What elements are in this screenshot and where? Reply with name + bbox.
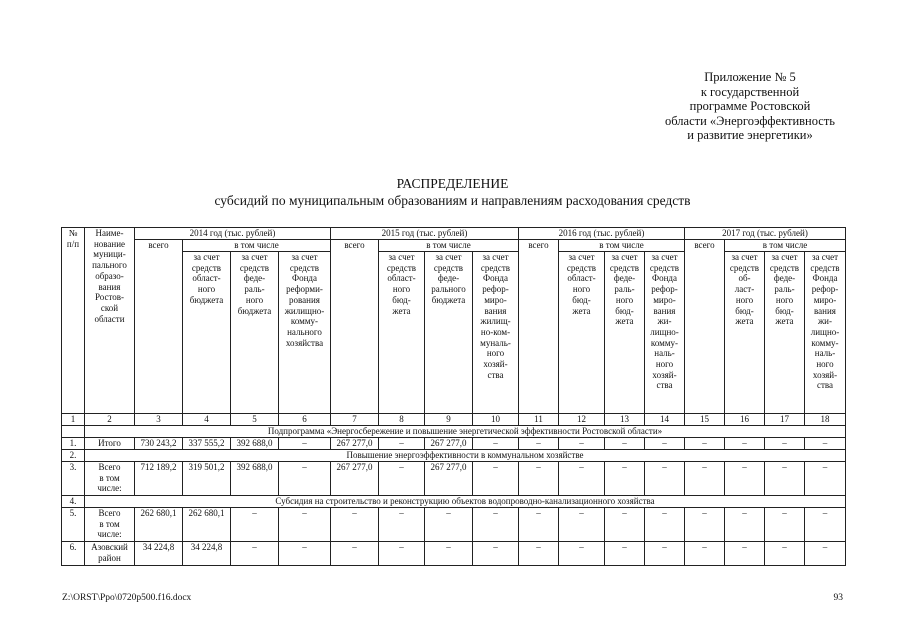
column-number: 8	[379, 414, 425, 426]
cell-value: –	[765, 542, 805, 566]
header-source-federal: за счет средств феде- раль- ного бюд- жета	[605, 252, 645, 414]
column-number: 11	[519, 414, 559, 426]
cell-value: –	[605, 508, 645, 542]
cell-value: –	[473, 438, 519, 450]
header-year-2016: 2016 год (тыс. рублей)	[519, 228, 685, 240]
header-source-federal: за счет средств феде- раль- ного бюд- жета	[765, 252, 805, 414]
header-total: всего	[685, 240, 725, 414]
cell-value: –	[685, 462, 725, 496]
header-source-fund: за счет средств Фонда рефор- миро- вания жи- лищно- комму- наль- ного хозяй- ства	[645, 252, 685, 414]
cell-value: 262 680,1	[135, 508, 183, 542]
row-name: Итого	[85, 438, 135, 450]
footer-file-path: Z:\ORST\Ppo\0720p500.f16.docx	[62, 593, 192, 603]
header-source-fund: за счет средств Фонда реформи- рования жилищно- комму- нального хозяйства	[279, 252, 331, 414]
column-number: 12	[559, 414, 605, 426]
cell-value: –	[519, 542, 559, 566]
section-num: 2.	[62, 450, 85, 462]
section-row	[62, 496, 846, 508]
cell-value: –	[559, 542, 605, 566]
cell-value: –	[765, 438, 805, 450]
row-num: 3.	[62, 462, 85, 496]
header-source-federal: за счет средств феде- рального бюджета	[425, 252, 473, 414]
column-number: 1	[62, 414, 85, 426]
header-source-fund: за счет средств Фонда рефор- миро- вания жилищ- но-ком- муналь- ного хозяй- ства	[473, 252, 519, 414]
cell-value: 267 277,0	[425, 462, 473, 496]
cell-value: –	[379, 508, 425, 542]
cell-value: –	[425, 542, 473, 566]
header-including: в том числе	[559, 240, 685, 252]
cell-value: –	[473, 542, 519, 566]
cell-value: –	[473, 508, 519, 542]
section-title: Повышение энергоэффективности в коммунальном хозяйстве	[85, 450, 846, 462]
cell-value: –	[379, 542, 425, 566]
cell-value: –	[685, 438, 725, 450]
cell-value: 262 680,1	[183, 508, 231, 542]
appendix-line: области «Энергоэффективность	[664, 113, 835, 128]
cell-value: –	[765, 462, 805, 496]
section-num: 4.	[62, 496, 85, 508]
column-number-row	[62, 414, 846, 426]
cell-value: –	[279, 462, 331, 496]
row-name: Всего в том числе:	[85, 508, 135, 542]
cell-value: –	[519, 438, 559, 450]
cell-value: –	[725, 462, 765, 496]
cell-value: –	[379, 462, 425, 496]
header-including: в том числе	[379, 240, 519, 252]
cell-value: 730 243,2	[135, 438, 183, 450]
column-number: 7	[331, 414, 379, 426]
column-number: 18	[805, 414, 846, 426]
column-number: 9	[425, 414, 473, 426]
appendix-line: и развитие энергетики»	[687, 128, 813, 142]
header-row-groups	[62, 240, 846, 252]
header-row-years	[62, 228, 846, 240]
appendix-line: Приложение № 5	[704, 70, 796, 84]
column-number: 3	[135, 414, 183, 426]
cell-value: –	[645, 508, 685, 542]
table-row	[62, 542, 846, 566]
header-source-regional: за счет средств област- ного бюджета	[183, 252, 231, 414]
header-including: в том числе	[183, 240, 331, 252]
cell-value: 34 224,8	[183, 542, 231, 566]
column-number: 14	[645, 414, 685, 426]
cell-value: –	[559, 438, 605, 450]
cell-value: 267 277,0	[425, 438, 473, 450]
document-title: РАСПРЕДЕЛЕНИЕ	[396, 176, 509, 191]
header-total: всего	[519, 240, 559, 414]
cell-value: –	[645, 462, 685, 496]
cell-value: –	[279, 438, 331, 450]
cell-value: –	[473, 462, 519, 496]
cell-value: –	[645, 542, 685, 566]
document-subtitle: субсидий по муниципальным образованиям и направлениям расходования средств	[214, 193, 691, 208]
cell-value: –	[805, 542, 846, 566]
column-number: 2	[85, 414, 135, 426]
table-row	[62, 438, 846, 450]
row-num: 5.	[62, 508, 85, 542]
section-subprogram-title: Подпрограмма «Энергосбережение и повышение энергетической эффективности Ростовской области»	[85, 426, 846, 438]
cell-value: –	[231, 542, 279, 566]
header-name: Наиме- нование муници- пального образо- вания Ростов- ской области	[85, 228, 135, 414]
table-row	[62, 508, 846, 542]
cell-value: 267 277,0	[331, 462, 379, 496]
cell-value: –	[685, 542, 725, 566]
cell-value: –	[279, 508, 331, 542]
cell-value: –	[805, 438, 846, 450]
header-source-regional: за счет средств об- ласт- ного бюд- жета	[725, 252, 765, 414]
cell-value: –	[685, 508, 725, 542]
cell-value: –	[379, 438, 425, 450]
header-source-regional: за счет средств област- ного бюд- жета	[559, 252, 605, 414]
cell-value: –	[331, 508, 379, 542]
header-including: в том числе	[725, 240, 846, 252]
row-name: Азовский район	[85, 542, 135, 566]
table-row	[62, 462, 846, 496]
row-name: Всего в том числе:	[85, 462, 135, 496]
header-year-2017: 2017 год (тыс. рублей)	[685, 228, 846, 240]
cell-value: –	[231, 508, 279, 542]
appendix-line: к государственной	[700, 84, 800, 99]
column-number: 6	[279, 414, 331, 426]
cell-value: –	[725, 508, 765, 542]
appendix-caption	[620, 70, 880, 143]
cell-value: –	[805, 462, 846, 496]
header-source-fund: за счет средств Фонда рефор- миро- вания жи- лищно- комму- наль- ного хозяй- ства	[805, 252, 846, 414]
column-number: 5	[231, 414, 279, 426]
header-num: № п/п	[62, 228, 85, 414]
page-number: 93	[833, 593, 843, 603]
header-source-regional: за счет средств област- ного бюд- жета	[379, 252, 425, 414]
cell-value: –	[279, 542, 331, 566]
header-total: всего	[135, 240, 183, 414]
row-num: 1.	[62, 438, 85, 450]
column-number: 13	[605, 414, 645, 426]
cell-value: 392 688,0	[231, 462, 279, 496]
cell-value: –	[425, 508, 473, 542]
row-num: 6.	[62, 542, 85, 566]
cell-value: –	[331, 542, 379, 566]
cell-value: 712 189,2	[135, 462, 183, 496]
column-number: 17	[765, 414, 805, 426]
section-row	[62, 450, 846, 462]
cell-value: –	[605, 462, 645, 496]
cell-value: –	[519, 462, 559, 496]
column-number: 10	[473, 414, 519, 426]
cell-value: –	[805, 508, 846, 542]
cell-value: –	[725, 542, 765, 566]
appendix-line: программе Ростовской	[689, 99, 811, 113]
header-year-2014: 2014 год (тыс. рублей)	[135, 228, 331, 240]
cell-value: 267 277,0	[331, 438, 379, 450]
header-source-federal: за счет средств феде- раль- ного бюджета	[231, 252, 279, 414]
cell-value: 392 688,0	[231, 438, 279, 450]
subsidy-table	[61, 227, 846, 566]
section-row	[62, 426, 846, 438]
header-year-2015: 2015 год (тыс. рублей)	[331, 228, 519, 240]
header-total: всего	[331, 240, 379, 414]
column-number: 16	[725, 414, 765, 426]
cell-value: –	[605, 542, 645, 566]
cell-value: –	[559, 508, 605, 542]
cell-value: –	[645, 438, 685, 450]
cell-value: –	[725, 438, 765, 450]
cell-value: 337 555,2	[183, 438, 231, 450]
cell-value: –	[605, 438, 645, 450]
cell-value: –	[519, 508, 559, 542]
cell-value: 34 224,8	[135, 542, 183, 566]
section-title: Субсидия на строительство и реконструкцию объектов водопроводно-канализационного хозяйства	[85, 496, 846, 508]
column-number: 15	[685, 414, 725, 426]
cell-value: –	[765, 508, 805, 542]
cell-value: –	[559, 462, 605, 496]
section-num	[62, 426, 85, 438]
cell-value: 319 501,2	[183, 462, 231, 496]
column-number: 4	[183, 414, 231, 426]
